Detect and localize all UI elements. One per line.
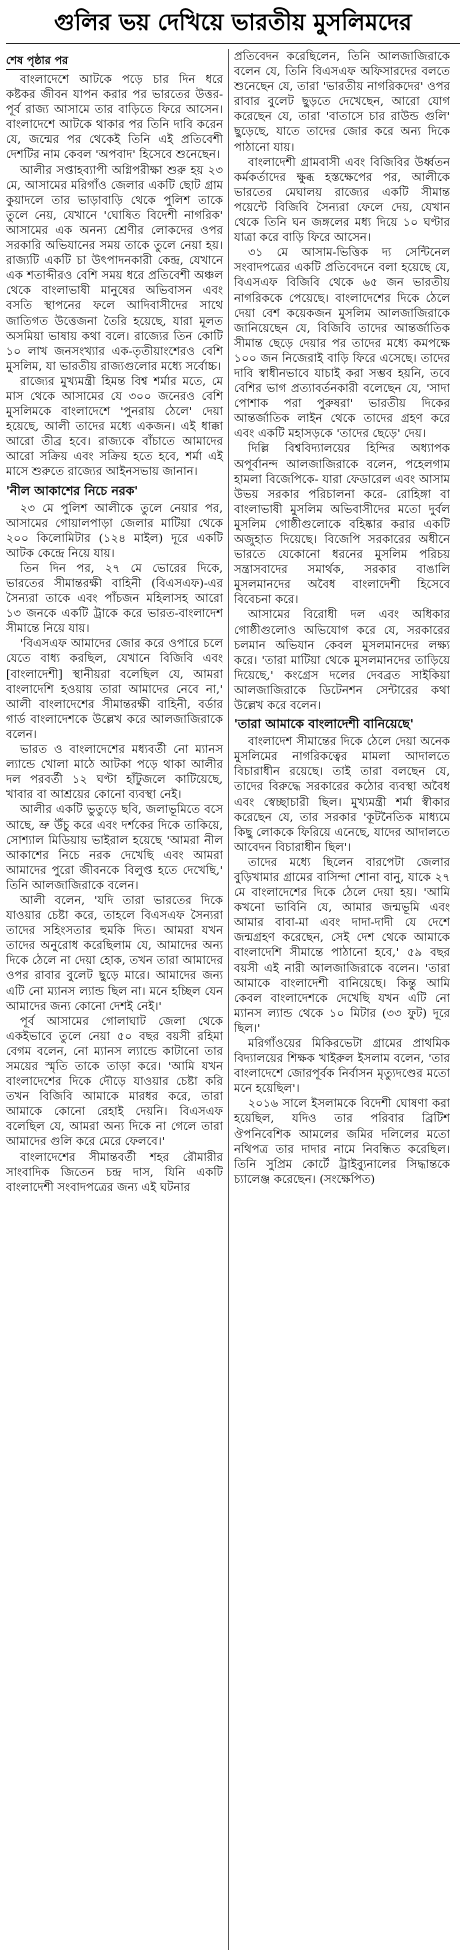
article-paragraph: বাংলাদেশী গ্রামবাসী এবং বিজিবির উর্ধ্বতন কর্মকর্তাদের ক্ষুব্ধ হস্তক্ষেপের পর, আলীকে ভারতের মেঘালয় রাজ্যের একটি সীমান্ত পয়েন্টে বিজিবি সৈন্যরা ফেলে দেয়, যেখান থেকে তিনি ঘন জঙ্গলের মধ্য দিয়ে ১০ ঘণ্টার যাত্রা করে বাড়ি ফিরে আসেন। [234,154,450,245]
headline: গুলির ভয় দেখিয়ে ভারতীয় মুসলিমদের [6,3,460,44]
article-paragraph: মরিগাঁওয়ের মিকিরভেটা গ্রামের প্রাথমিক বিদ্যালয়ের শিক্ষক খাইরুল ইসলাম বলেন, 'তার বাংলাদেশে জোরপূর্বক নির্বাসন মৃত্যুদণ্ডের মতো মনে হয়েছিল'। [234,1036,450,1096]
section-subhead: 'নীল আকাশের নিচে নরক' [6,482,139,498]
article-paragraph: ৩১ মে আসাম-ভিত্তিক দ্য সেন্টিনেল সংবাদপত্রের একটি প্রতিবেদনে বলা হয়েছে যে, বিএসএফ বিজিবি থেকে ৬৫ জন ভারতীয় নাগরিককে পেয়েছে। বাংলাদেশের দিকে ঠেলে দেয়া বেশ কয়েকজন মুসলিম আলজাজিরাকে জানিয়েছেন যে, বিজিবি তাদের আন্তর্জাতিক সীমান্ত ছেড়ে দেয়ার পর তাদের মধ্যে কমপক্ষে ১০০ জন নিজেরাই বাড়ি ফিরে এসেছে। তাদের দাবি স্বাধীনভাবে যাচাই করা সম্ভব হয়নি, তবে বেশির ভাগ প্রত্যাবর্তনকারী বলেছেন যে, 'সাদা পোশাক পরা পুরুষরা' ভারতীয় দিকের আন্তর্জাতিক লাইন থেকে তাদের গ্রহণ করে এবং একটি মহাসড়কে 'তাদের ছেড়ে' দেয়। [234,245,450,441]
article-paragraph: 'বিএসএফ আমাদের জোর করে ওপারে চলে যেতে বাধ্য করছিল, যেখানে বিজিবি এবং [বাংলাদেশী] স্থানীয়রা বলেছিল যে, আমরা বাংলাদেশি হওয়ায় তারা আমাদের নেবে না,' আলী বাংলাদেশের সীমান্তরক্ষী বাহিনী, বর্ডার গার্ড বাংলাদেশকে উল্লেখ করে আলজাজিরাকে বলেন। [6,636,223,741]
section-subhead: 'তারা আমাকে বাংলাদেশী বানিয়েছে' [234,716,414,732]
article-paragraph: দিল্লি বিশ্ববিদ্যালয়ের হিন্দির অধ্যাপক অপূর্বানন্দ আলজাজিরাকে বলেন, পহেলগাম হামলা বিজেপিকে- যারা ফেডারেল এবং আসাম উভয় সরকার পরিচালনা করে- রোহিঙ্গা বা বাংলাভাষী মুসলিম অভিবাসীদের মতো দুর্বল মুসলিম গোষ্ঠীগুলোকে বহিষ্কার করার একটি অজুহাত দিয়েছে। বিজেপি সরকারের অধীনে ভারতে যেকোনো ধরনের মুসলিম পরিচয় সন্ত্রাসবাদের সমার্থক, সরকার বাঙালি মুসলমানদের অবৈধ বাংলাদেশী হিসেবে বিবেচনা করে। [234,441,450,607]
article-paragraph: আলীর একটি ভুতুড়ে ছবি, জলাভূমিতে বসে আছে, ভ্রু উঁচু করে এবং দর্শকের দিকে তাকিয়ে, সোশ্যাল মিডিয়ায় ভাইরাল হয়েছে 'আমরা নীল আকাশের নিচে নরক দেখেছি এবং আমরা আমাদের পুরো জীবনকে বিলুপ্ত হতে দেখেছি,' তিনি আলজাজিরাকে বলেন। [6,802,223,892]
right-column [228,49,450,1950]
article-paragraph: রাজ্যের মুখ্যমন্ত্রী হিমন্ত বিশ্ব শর্মার মতে, মে মাস থেকে আসামের যে ৩০০ জনেরও বেশি মুসলিমকে বাংলাদেশে 'পুনরায় ঠেলে' দেয়া হয়েছে, আলী তাদের মধ্যে একজন। এই ধাক্কা আরো তীব্র হবে। রাজ্যকে বাঁচাতে আমাদের আরো সক্রিয় এবং সক্রিয় হতে হবে, শর্মা এই মাসে শুরুতে রাজ্যের আইনসভায় জানান। [6,373,223,479]
article-paragraph: বাংলাদেশে আটকে পড়ে চার দিন ধরে কষ্টকর জীবন যাপন করার পর ভারতের উত্তর-পূর্ব রাজ্য আসামে তার বাড়িতে ফিরে আসেন। বাংলাদেশে আটকে থাকার পর তিনি দাবি করেন যে, জন্মের পর থেকেই তিনি এই প্রতিবেশী দেশটির নাম কেবল 'অপবাদ' হিসেবে শুনেছেন। [6,72,223,162]
article-paragraph: পূর্ব আসামের গোলাঘাট জেলা থেকে একইভাবে তুলে নেয়া ৫০ বছর বয়সী রহিমা বেগম বলেন, নো ম্যানস ল্যান্ডে কাটানো তার সময়ের স্মৃতি তাকে তাড়া করে। 'আমি যখন বাংলাদেশের দিকে দৌড়ে যাওয়ার চেষ্টা করি তখন বিজিবি আমাকে মারধর করে, তারা আমাকে কোনো রেহাই দেয়নি। বিএসএফ বলেছিল যে, আমরা অন্য দিকে না গেলে তারা আমাদের গুলি করে মেরে ফেলবে।' [6,1013,223,1149]
article-paragraph: আসামের বিরোধী দল এবং অধিকার গোষ্ঠীগুলোও অভিযোগ করে যে, সরকারের চলমান অভিযান কেবল মুসলমানদের লক্ষ্য করে। 'তারা মাটিয়া থেকে মুসলমানদের তাড়িয়ে দিয়েছে,' কংগ্রেস দলের দেবব্রত সাইকিয়া আলজাজিরাকে ডিটেনশন সেন্টারের কথা উল্লেখ করে বলেন। [234,607,450,713]
article-paragraph: বাংলাদেশের সীমান্তবর্তী শহর রৌমারীর সাংবাদিক জিতেন চন্দ্র দাস, যিনি একটি বাংলাদেশী সংবাদপত্রের জন্য এই ঘটনার [6,1149,223,1194]
article-paragraph: আলী বলেন, 'যদি তারা ভারতের দিকে যাওয়ার চেষ্টা করে, তাহলে বিএসএফ সৈন্যরা তাদের সহিংসতার হুমকি দিত। আমরা যখন তাদের অনুরোধ করেছিলাম যে, আমাদের অন্য দিকে ঠেলে না দেয়া হোক, তখন তারা আমাদের ওপর রাবার বুলেট ছুড়ে মারে। আমাদের জন্য এটি নো ম্যানস ল্যান্ড ছিল না। মনে হচ্ছিল যেন আমাদের জন্য কোনো দেশই নেই।' [6,892,223,1013]
article-paragraph: আলীর সপ্তাহব্যাপী অগ্নিপরীক্ষা শুরু হয় ২৩ মে, আসামের মরিগাঁও জেলার একটি ছোট গ্রাম কুয়াদলে তার ভাড়াবাড়ি থেকে পুলিশ তাকে তুলে নেয়, যেখানে 'ঘোষিত বিদেশী নাগরিক' আসামের এক অনন্য শ্রেণীর লোকদের ওপর সরকারি অভিযানের সময় তাকে তুলে নেয়া হয়। রাজ্যটি একটি চা উৎপাদনকারী কেন্দ্র, যেখানে এক শতাব্দীরও বেশি সময় ধরে প্রতিবেশী অঞ্চল থেকে বাংলাভাষী মানুষের অভিবাসন এবং বসতি স্থাপনের ফলে আদিবাসীদের সাথে জাতিগত উত্তেজনা তৈরি হয়েছে, যারা মূলত অসমিয়া ভাষায় কথা বলে। রাজ্যের তিন কোটি ১০ লাখ জনসংখ্যার এক-তৃতীয়াংশেরও বেশি মুসলিম, যা ভারতীয় রাজ্যগুলোর মধ্যে সর্বোচ্চ। [6,162,223,373]
article-paragraph: বাংলাদেশ সীমান্তের দিকে ঠেলে দেয়া অনেক মুসলিমের নাগরিকত্বের মামলা আদালতে বিচারাধীন রয়েছে। তাই তারা বলছেন যে, তাদের বিরুদ্ধে সরকারের কঠোর ব্যবস্থা অবৈধ এবং স্বেচ্ছাচারী ছিল। মুখ্যমন্ত্রী শর্মা স্বীকার করেছেন যে, তার সরকার 'কূটনৈতিক মাধ্যমে কিছু লোককে ফিরিয়ে এনেছে, যাদের আদালতে আবেদন বিচারাধীন ছিল'। [234,734,450,854]
article-paragraph: ২০১৬ সালে ইসলামকে বিদেশী ঘোষণা করা হয়েছিল, যদিও তার পরিবার ব্রিটিশ ঔপনিবেশিক আমলের জমির দলিলের মতো নথিপত্র তার দাদার নামে নিবন্ধিত করেছিল। তিনি সুপ্রিম কোর্টে ট্রাইব্যুনালের সিদ্ধান্তকে চ্যালেঞ্জ করেছেন। (সংক্ষেপিত) [234,1096,450,1186]
continued-label: শেষ পৃষ্ঠার পর [6,53,68,70]
article-paragraph: ২৩ মে পুলিশ আলীকে তুলে নেয়ার পর, আসামের গোয়ালপাড়া জেলার মাটিয়া থেকে ২০০ কিলোমিটার (১২৪ মাইল) দূরে একটি আটক কেন্দ্রে নিয়ে যায়। [6,500,223,560]
left-column [6,49,228,1950]
article-paragraph: তাদের মধ্যে ছিলেন বারপেটা জেলার বুড়িখামার গ্রামের বাসিন্দা শোনা বানু, যাকে ২৭ মে বাংলাদেশের দিকে ঠেলে দেয়া হয়। 'আমি কখনো ভাবিনি যে, আমার জন্মভূমি এবং আমার বাবা-মা এবং দাদা-দাদী যে দেশে জন্মগ্রহণ করেছেন, সেই দেশ থেকে আমাকে বাংলাদেশি সীমান্তে পাঠানো হবে,' ৫৯ বছর বয়সী এই নারী আলজাজিরাকে বলেন। 'তারা আমাকে বাংলাদেশী বানিয়েছে। কিন্তু আমি কেবল বাংলাদেশকে দেখেছি যখন এটি নো ম্যানস ল্যান্ড থেকে ১০ মিটার (৩৩ ফুট) দূরে ছিল।' [234,854,450,1035]
article-paragraph-continued: প্রতিবেদন করেছিলেন, তিনি আলজাজিরাকে বলেন যে, তিনি বিএসএফ অফিসারদের বলতে শুনেছেন যে, তারা 'ভারতীয় নাগরিকদের' ওপর রাবার বুলেট ছুড়তে দেখেছেন, আরো যোগ করেছেন যে, তারা 'বাতাসে চার রাউন্ড গুলি' ছুড়েছে, যাতে তাদের জোর করে অন্য দিকে পাঠানো যায়। [234,49,450,154]
article-body [6,49,460,1950]
article-paragraph: ভারত ও বাংলাদেশের মধ্যবর্তী নো ম্যানস ল্যান্ডে খোলা মাঠে আটকা পড়ে থাকা আলীর দল পরবর্তী ১২ ঘণ্টা হাঁটুজলে কাটিয়েছে, খাবার বা আশ্রয়ের কোনো ব্যবস্থা নেই। [6,742,223,802]
article-paragraph: তিন দিন পর, ২৭ মে ভোরের দিকে, ভারতের সীমান্তরক্ষী বাহিনী (বিএসএফ)-এর সৈন্যরা তাকে এবং পাঁচজন মহিলাসহ আরো ১৩ জনকে একটি ট্রাকে করে ভারত-বাংলাদেশ সীমান্তে নিয়ে যায়। [6,560,223,636]
